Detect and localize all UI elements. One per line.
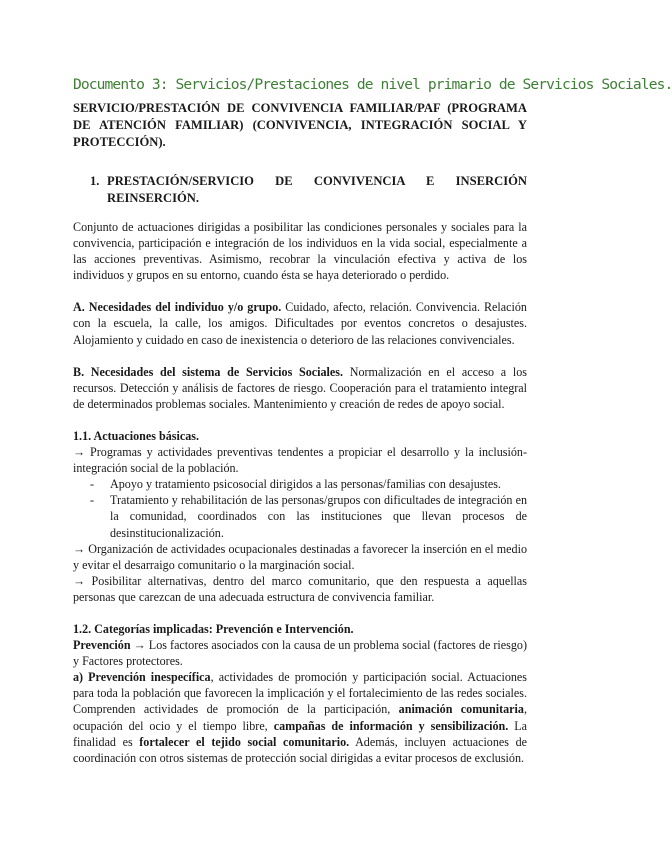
section-title: PRESTACIÓN/SERVICIO DE CONVIVENCIA E INSERCIÓN REINSERCIÓN. [107,174,527,205]
paragraph-b-text: Normalización en el acceso a los recursos. Detección y análisis de factores de riesgo. Cooperación para el tratamiento integral de determinados problemas sociales. Mantenimiento y creación de redes de apoyo social. [73,364,527,411]
section-1-1-arrow-1: → Programas y actividades preventivas tendentes a propiciar el desarrollo y la inclusión-integración social de la población. [73,445,527,476]
paragraph-a [73,299,527,347]
list-item [73,492,527,540]
list-item-text: Tratamiento y rehabilitación de las personas/grupos con dificultades de integración en la comunidad, coordinados con las instituciones que llevan procesos de desinstitucionalización. [110,493,527,540]
list-item [73,476,527,492]
paragraph-text: La finalidad es [73,718,527,749]
document-title: Documento 3: Servicios/Prestaciones de nivel primario de Servicios Sociales. [73,76,672,93]
list-item-text: Apoyo y tratamiento psicosocial dirigidos a las personas/familias con desajustes. [110,477,501,492]
nonspecific-prevention-paragraph [73,669,527,766]
document-page [73,74,672,766]
section-number: 1. [90,174,100,188]
section-1-1-list [73,476,527,540]
section-1-1-heading: 1.1. Actuaciones básicas. [73,428,199,443]
prevention-paragraph [73,637,527,669]
section-1-intro: Conjunto de actuaciones dirigidas a posibilitar las condiciones personales y sociales para la convivencia, participación e integración de los individuos en la vida social, especialmente a las acciones preventivas. Asimismo, recobrar la vinculación efectiva y activa de los individuos y grupos en su entorno, cuando ésta se haya deteriorado o perdido. [73,220,527,283]
dash-bullet: - [90,493,95,508]
paragraph-a-text: Cuidado, afecto, relación. Convivencia. Relación con la escuela, la calle, los amigos. Dificultades por eventos concretos o desajustes. Alojamiento y cuidado en caso de inexistencia o deterioro de las relaciones convivenciales. [73,300,527,347]
bold-term: campañas de información y sensibilización. [273,718,509,733]
paragraph-text: , actividades de promoción y participación social. Actuaciones para toda la población que favorecen la implicación y el fortalecimiento de las redes sociales. Comprenden actividades de promoción de la participación, [73,670,527,717]
paragraph-b-label: B. Necesidades del sistema de Servicios Sociales. [73,364,344,379]
paragraph-text: , ocupación del ocio y el tiempo libre, [73,702,527,733]
dash-bullet: - [90,477,95,492]
bold-term: fortalecer el tejido social comunitario. [139,734,350,749]
section-1-1-arrow-3: → Posibilitar alternativas, dentro del marco comunitario, que den respuesta a aquellas personas que carezcan de una adecuada estructura de convivencia familiar. [73,573,527,604]
section-1-2-heading: 1.2. Categorías implicadas: Prevención e Intervención. [73,621,354,636]
section-1-1-arrow-2: → Organización de actividades ocupacionales destinadas a favorecer la inserción en el medio y evitar el desarraigo comunitario o la marginación social. [73,541,527,572]
prevention-text: → Los factores asociados con la causa de un problema social (factores de riesgo) y Factores protectores. [73,638,527,669]
bold-term: animación comunitaria [398,702,524,717]
paragraph-text: Además, incluyen actuaciones de coordinación con otros sistemas de protección social dirigidas a evitar procesos de exclusión. [73,734,527,765]
paragraph-a-label: A. Necesidades del individuo y/o grupo. [73,300,282,315]
paragraph-b [73,364,527,412]
section-1-heading [73,173,527,207]
main-heading: SERVICIO/PRESTACIÓN DE CONVIVENCIA FAMILIAR/PAF (PROGRAMA DE ATENCIÓN FAMILIAR) (CONVIVENCIA, INTEGRACIÓN SOCIAL Y PROTECCIÓN). [73,101,527,149]
nonspecific-label: a) Prevención inespecífica [73,670,211,685]
prevention-label: Prevención [73,638,131,653]
